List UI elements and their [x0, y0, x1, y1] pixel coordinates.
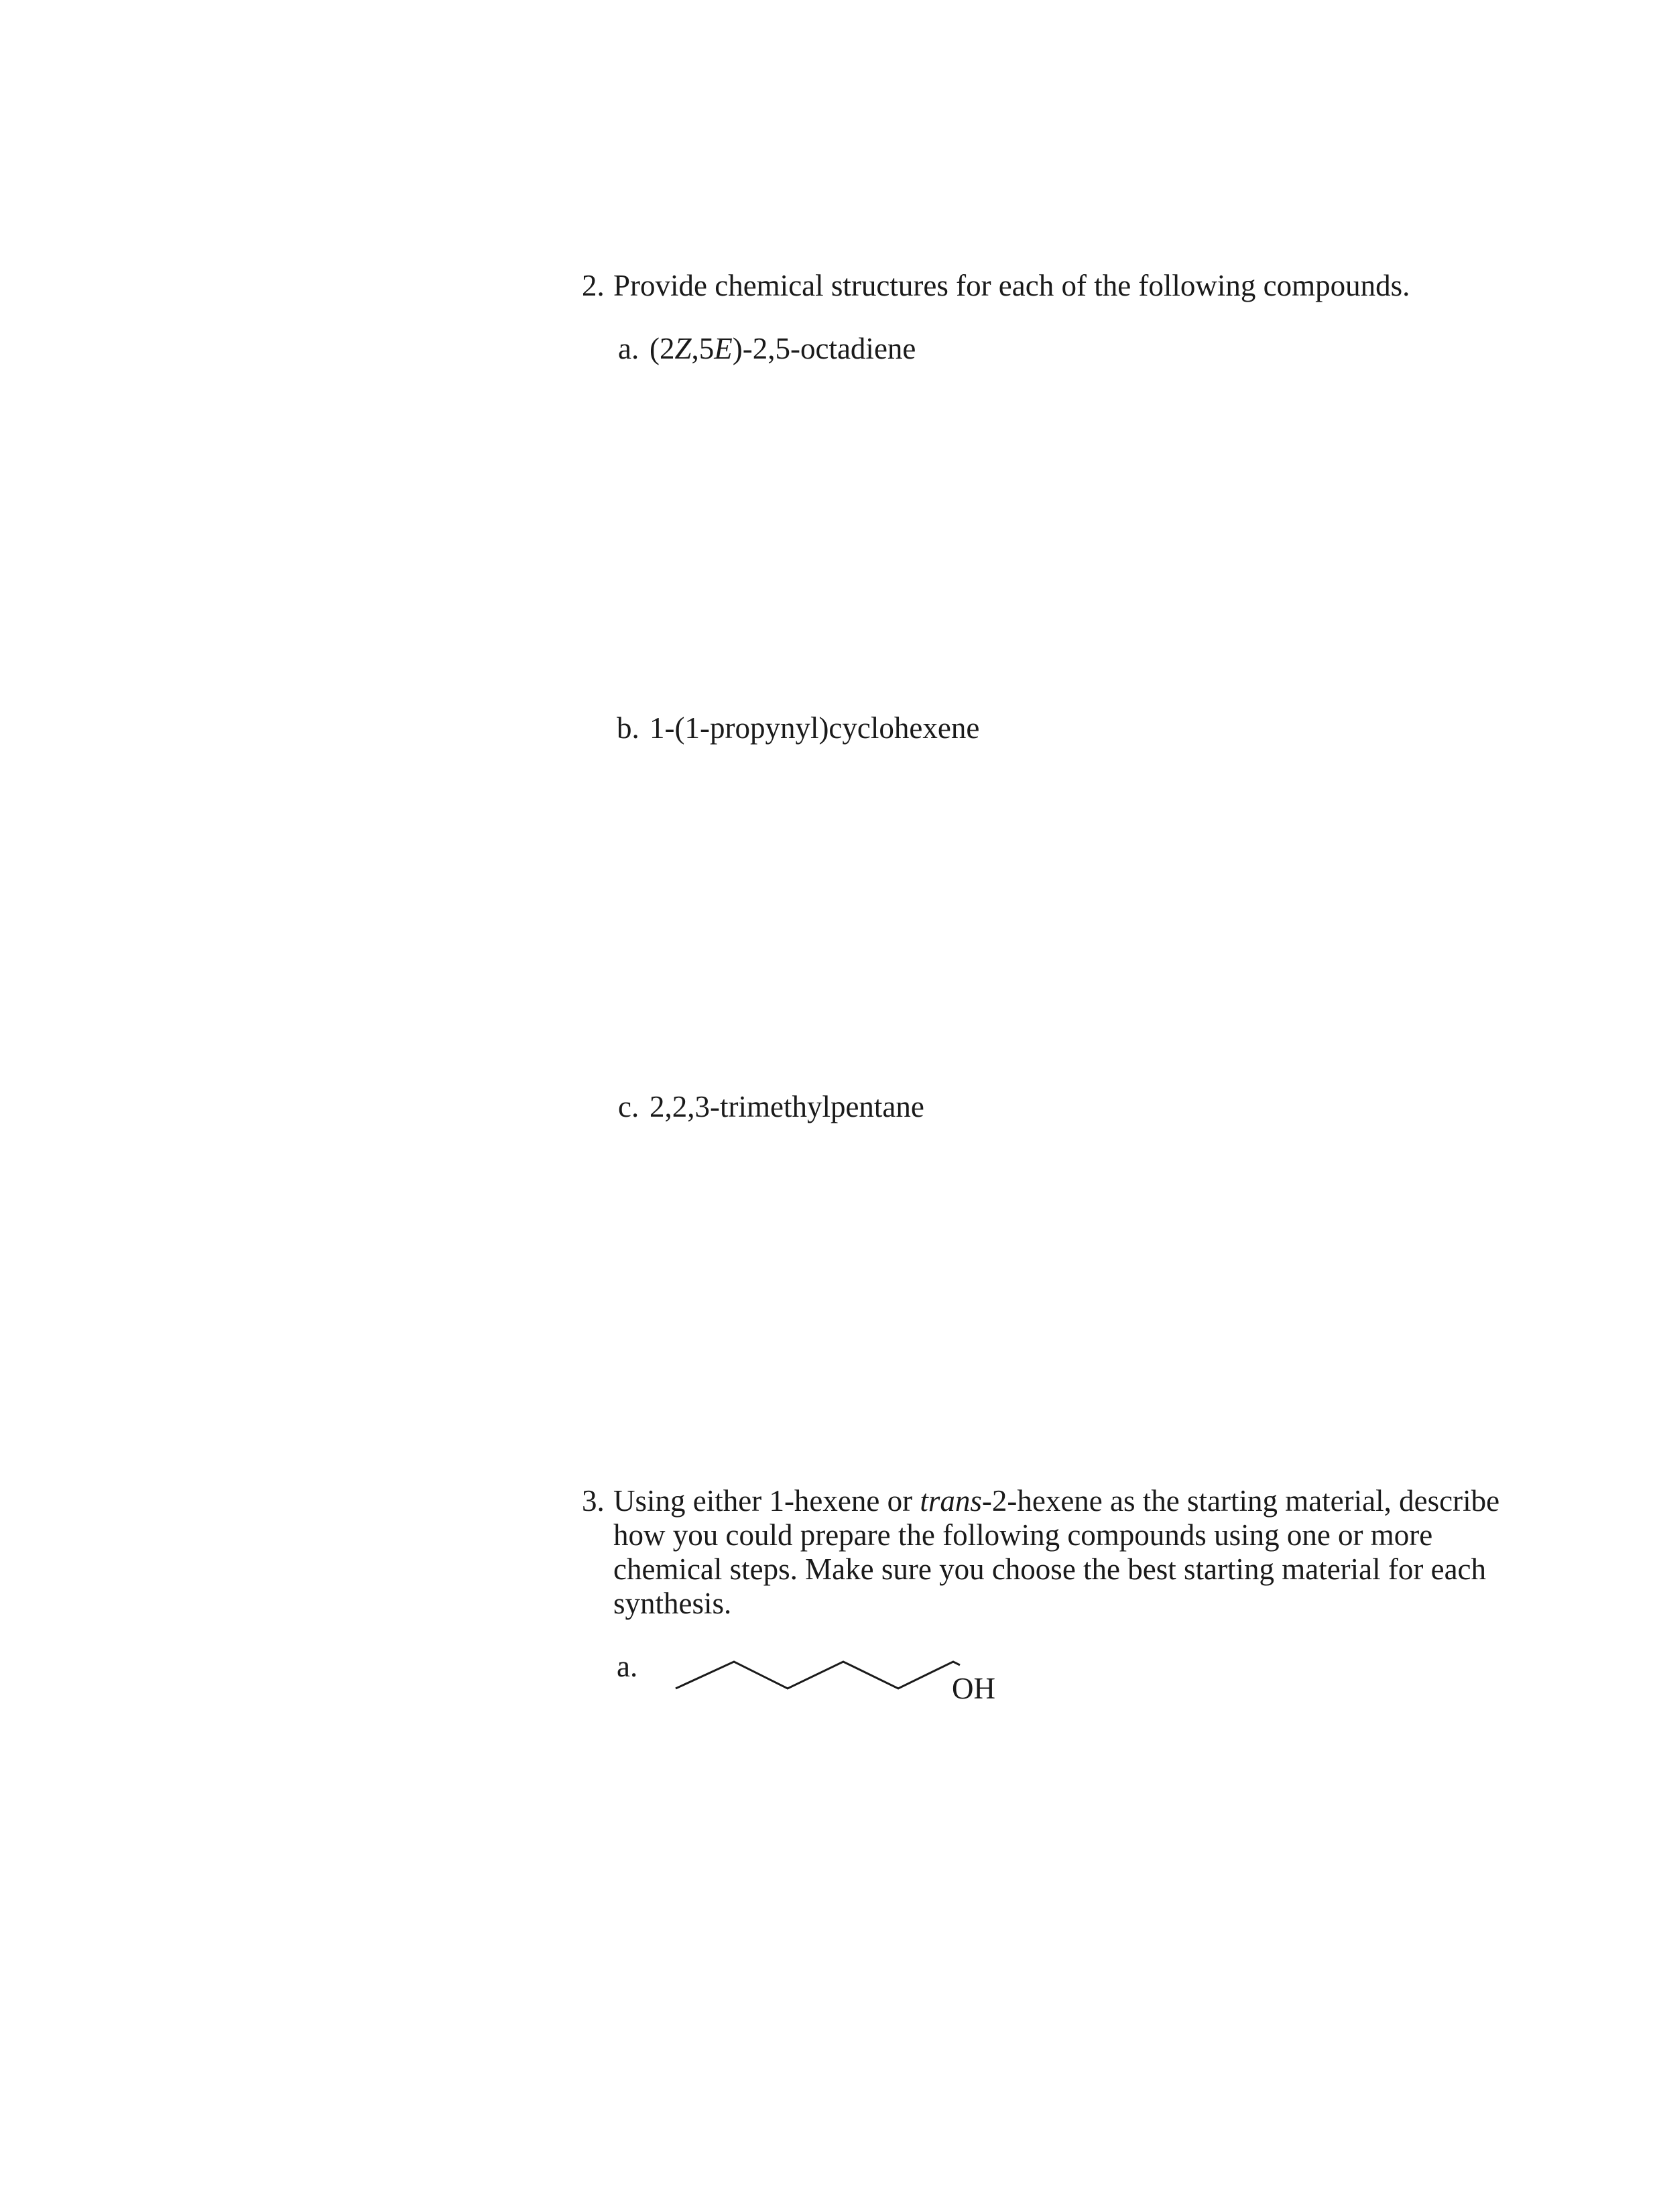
question-2-number: 2.: [582, 269, 605, 302]
part-c-compound-name: 2,2,3-trimethylpentane: [650, 1090, 924, 1123]
question-3-line-1: Using either 1-hexene or trans-2-hexene as the starting material, describe: [613, 1484, 1500, 1518]
question-2-prompt: [582, 268, 1410, 303]
question-2-part-a: [618, 331, 916, 366]
question-3-line-3: chemical steps. Make sure you choose the best starting material for each: [613, 1552, 1487, 1586]
carbon-chain-bonds: [676, 1662, 960, 1688]
part-c-label: c.: [618, 1090, 639, 1123]
question-2-part-c: [618, 1089, 924, 1124]
question-3-number: 3.: [582, 1484, 605, 1518]
question-3-part-a-label: a.: [617, 1650, 638, 1683]
question-2-text: Provide chemical structures for each of the following compounds.: [613, 269, 1410, 302]
hexanol-skeletal-structure: [670, 1642, 1086, 1716]
question-3-prompt: [582, 1484, 1500, 1620]
part-b-compound-name: 1-(1-propynyl)cyclohexene: [650, 711, 980, 745]
question-3-line-2: how you could prepare the following compounds using one or more: [613, 1518, 1433, 1552]
hydroxyl-label: OH: [952, 1672, 995, 1705]
part-a-compound-name: (2Z,5E)-2,5-octadiene: [650, 332, 916, 365]
question-2-part-b: [617, 711, 980, 745]
question-3-line-4: synthesis.: [613, 1587, 732, 1620]
part-b-label: b.: [617, 711, 639, 745]
part-a-label: a.: [618, 332, 639, 365]
